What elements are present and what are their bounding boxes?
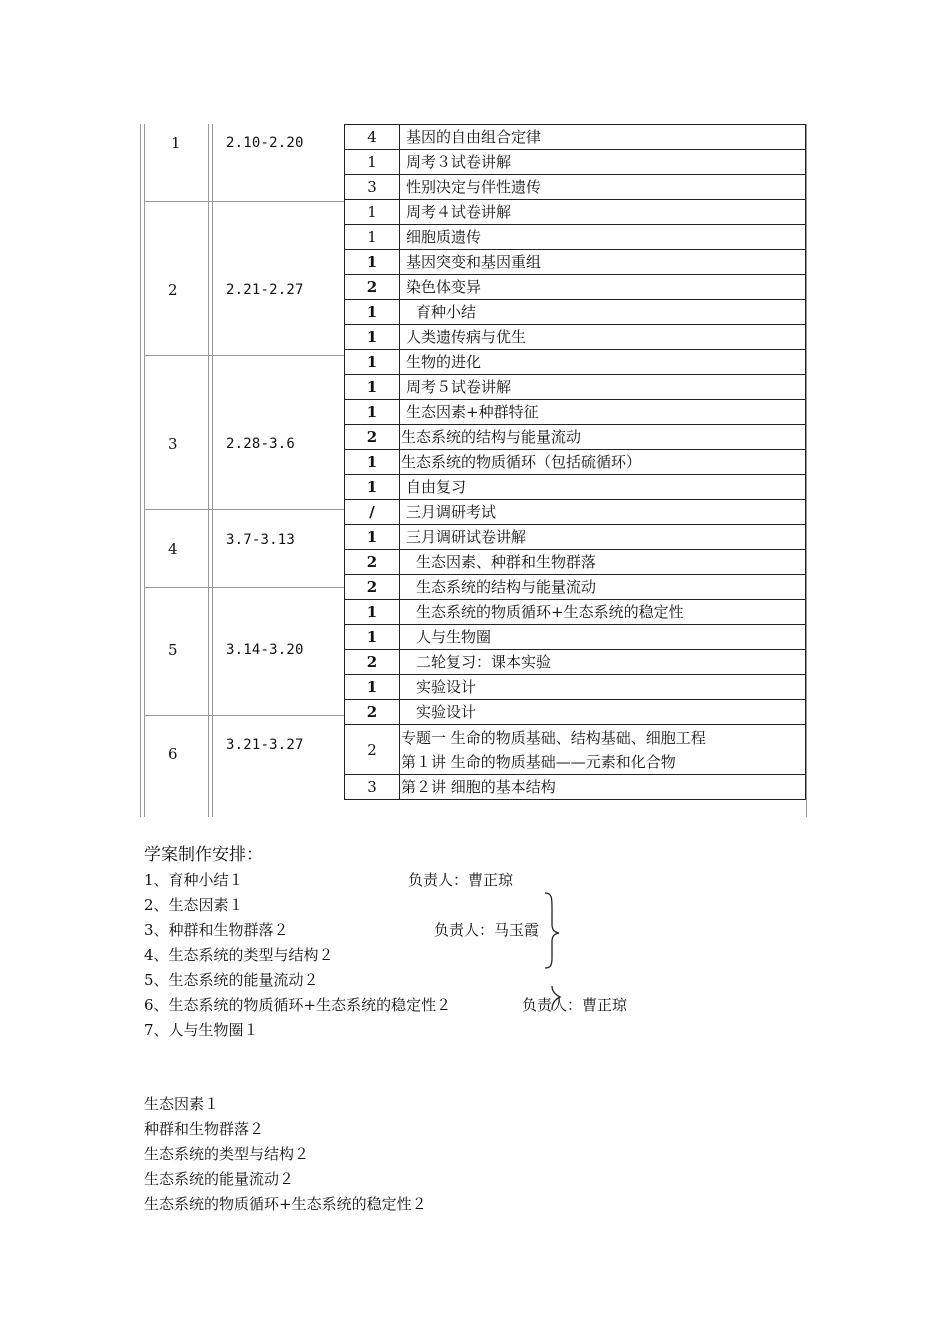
week-number: 5 (168, 641, 178, 659)
week-dates: 2.28-3.6 (226, 436, 296, 452)
table-row (345, 700, 806, 725)
lesson-topic: 染色体变异 (400, 275, 806, 300)
lesson-count: 1 (345, 525, 400, 550)
grid-line (145, 355, 345, 356)
owner-label: 负责人：马玉霞 (434, 921, 540, 939)
lesson-topic: 生态系统的物质循环+生态系统的稳定性 (400, 600, 806, 625)
lesson-count: / (345, 500, 400, 525)
lesson-count: 1 (345, 300, 400, 325)
lesson-topic: 性别决定与伴性遗传 (400, 175, 806, 200)
lesson-count: 1 (345, 450, 400, 475)
week-dates: 3.7-3.13 (226, 532, 296, 548)
table-row (345, 425, 806, 450)
lesson-count: 1 (345, 325, 400, 350)
table-row (345, 325, 806, 350)
grid-line (212, 124, 213, 817)
table-row (345, 150, 806, 175)
list-item: 生态因素１ (144, 1095, 220, 1113)
lesson-topic: 生态系统的物质循环（包括硫循环） (400, 450, 806, 475)
grid-line (145, 201, 345, 202)
grid-line (208, 124, 209, 817)
table-row (345, 525, 806, 550)
table-row (345, 350, 806, 375)
table-row (345, 225, 806, 250)
table-row (345, 400, 806, 425)
list-item: 生态系统的能量流动２ (144, 1170, 295, 1188)
plan-item: 7、人与生物圈１ (144, 1021, 259, 1039)
lesson-count: 1 (345, 150, 400, 175)
table-row (345, 550, 806, 575)
lesson-topic: 周考４试卷讲解 (400, 200, 806, 225)
list-item: 种群和生物群落２ (144, 1120, 265, 1138)
table-row (345, 375, 806, 400)
lesson-topic: 生态因素+种群特征 (400, 400, 806, 425)
lesson-topic (400, 725, 806, 775)
week-number: 4 (168, 540, 178, 558)
table-row (345, 650, 806, 675)
lesson-topic: 生态系统的结构与能量流动 (400, 425, 806, 450)
grid-line (806, 124, 807, 817)
week-dates: 2.21-2.27 (226, 282, 304, 298)
lesson-topic: 自由复习 (400, 475, 806, 500)
lesson-count: 1 (345, 600, 400, 625)
owner-label: 负责人：曹正琼 (522, 996, 628, 1014)
plan-item: 1、育种小结１ (144, 871, 244, 889)
plan-item: 4、生态系统的类型与结构２ (144, 946, 334, 964)
table-row (345, 475, 806, 500)
plan-item: 2、生态因素１ (144, 896, 244, 914)
lesson-count: 2 (345, 650, 400, 675)
grid-line (144, 124, 145, 817)
lesson-count: 3 (345, 775, 400, 800)
lesson-topic: 周考５试卷讲解 (400, 375, 806, 400)
table-row (345, 175, 806, 200)
list-item: 生态系统的物质循环+生态系统的稳定性２ (144, 1195, 427, 1213)
plan-item: 3、种群和生物群落２ (144, 921, 289, 939)
lesson-topic-line: 第１讲 生命的物质基础——元素和化合物 (401, 752, 676, 771)
list-item: 生态系统的类型与结构２ (144, 1145, 310, 1163)
table-row (345, 500, 806, 525)
lesson-topic: 细胞质遗传 (400, 225, 806, 250)
lesson-topic-line: 专题一 生命的物质基础、结构基础、细胞工程 (401, 728, 706, 747)
plan-item: 6、生态系统的物质循环+生态系统的稳定性２ (144, 996, 452, 1014)
lesson-count: 2 (345, 725, 400, 775)
lesson-count: 4 (345, 125, 400, 150)
week-dates: 3.21-3.27 (226, 737, 304, 753)
lesson-topic: 生物的进化 (400, 350, 806, 375)
lesson-count: 1 (345, 225, 400, 250)
plan-heading: 学案制作安排： (144, 845, 263, 865)
lesson-count: 2 (345, 700, 400, 725)
lesson-topic: 周考３试卷讲解 (400, 150, 806, 175)
lesson-count: 1 (345, 250, 400, 275)
lesson-topic: 人类遗传病与优生 (400, 325, 806, 350)
week-dates: 3.14-3.20 (226, 642, 304, 658)
right-brace-icon (540, 890, 566, 1020)
grid-line (145, 587, 345, 588)
lesson-topic: 基因突变和基因重组 (400, 250, 806, 275)
lesson-count: 2 (345, 575, 400, 600)
table-row (345, 125, 806, 150)
lesson-count: 1 (345, 400, 400, 425)
lesson-topic: 第２讲 细胞的基本结构 (400, 775, 806, 800)
lesson-topic: 基因的自由组合定律 (400, 125, 806, 150)
table-row (345, 450, 806, 475)
week-number: 2 (168, 281, 178, 299)
lesson-topic: 二轮复习：课本实验 (400, 650, 806, 675)
table-row (345, 625, 806, 650)
table-row (345, 250, 806, 275)
table-row (345, 575, 806, 600)
table-row (345, 600, 806, 625)
lesson-count: 1 (345, 200, 400, 225)
lesson-topic: 生态因素、种群和生物群落 (400, 550, 806, 575)
week-dates: 2.10-2.20 (226, 135, 304, 151)
grid-line (140, 124, 141, 817)
week-number: 1 (171, 134, 181, 152)
lesson-count: 1 (345, 675, 400, 700)
table-row (345, 725, 806, 775)
lesson-count: 1 (345, 625, 400, 650)
lesson-topic: 实验设计 (400, 700, 806, 725)
lesson-topic: 实验设计 (400, 675, 806, 700)
table-row (345, 275, 806, 300)
lesson-count: 3 (345, 175, 400, 200)
lesson-topic: 人与生物圈 (400, 625, 806, 650)
schedule-table (344, 124, 806, 800)
lesson-topic: 三月调研试卷讲解 (400, 525, 806, 550)
week-date-grid (140, 124, 345, 817)
lesson-count: 1 (345, 350, 400, 375)
week-number: 6 (168, 745, 178, 763)
grid-line (145, 715, 345, 716)
lesson-count: 1 (345, 475, 400, 500)
lesson-count: 1 (345, 375, 400, 400)
table-row (345, 675, 806, 700)
plan-item: 5、生态系统的能量流动２ (144, 971, 319, 989)
lesson-count: 2 (345, 275, 400, 300)
table-row (345, 200, 806, 225)
grid-line (145, 509, 345, 510)
lesson-topic: 育种小结 (400, 300, 806, 325)
table-row (345, 775, 806, 800)
table-row (345, 300, 806, 325)
owner-label: 负责人：曹正琼 (408, 871, 514, 889)
lesson-count: 2 (345, 550, 400, 575)
week-number: 3 (168, 435, 178, 453)
lesson-count: 2 (345, 425, 400, 450)
lesson-topic: 生态系统的结构与能量流动 (400, 575, 806, 600)
lesson-topic: 三月调研考试 (400, 500, 806, 525)
